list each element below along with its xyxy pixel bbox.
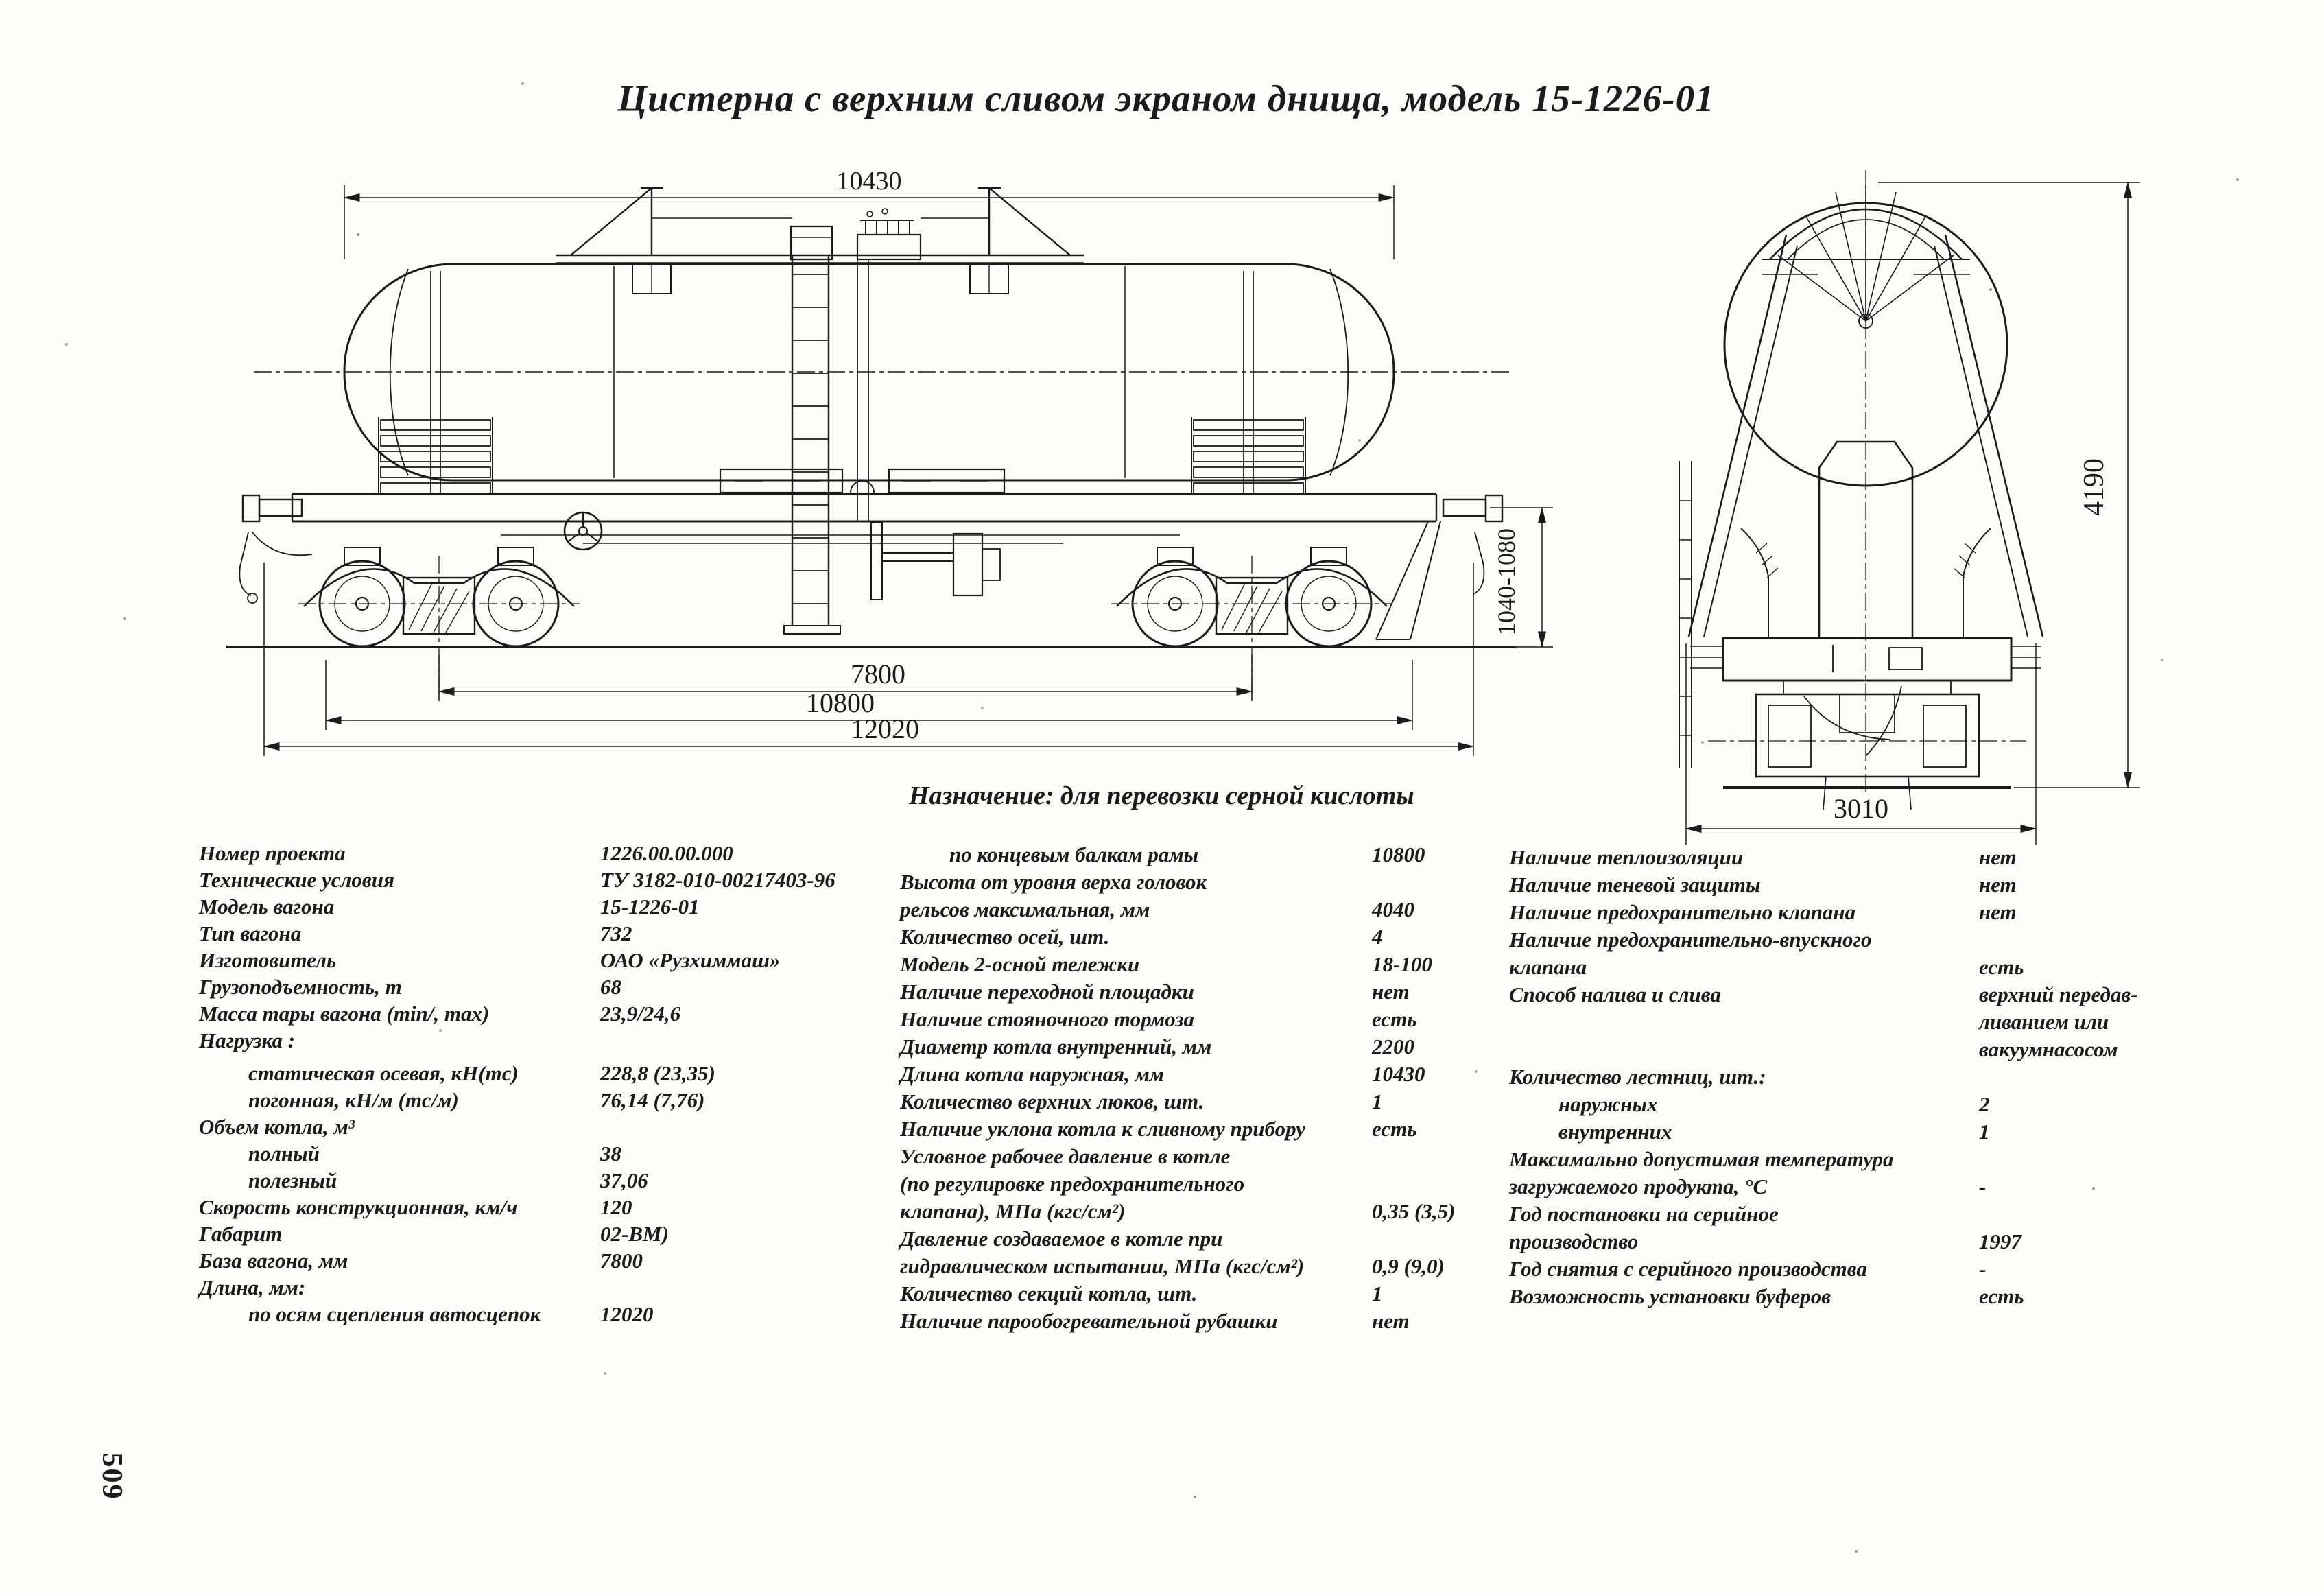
spec-row (900, 1281, 1521, 1309)
spec-row (1509, 928, 2305, 955)
spec-value: 1 (1372, 1089, 1383, 1113)
spec-row (900, 842, 1521, 870)
spec-label: Длина, мм: (199, 1275, 306, 1299)
spec-row (199, 1028, 895, 1055)
spec-value: есть (1372, 1117, 1417, 1141)
spec-value: 2200 (1372, 1035, 1414, 1059)
purpose-line: Назначение: для перевозки серной кислоты (909, 781, 1414, 810)
spec-label: База вагона, мм (199, 1249, 348, 1273)
tank-support-right (1191, 271, 1305, 494)
spec-label: Изготовитель (199, 948, 337, 972)
spec-value: 0,35 (3,5) (1372, 1199, 1456, 1223)
spec-label: Год снятия с серийного производства (1509, 1257, 1867, 1281)
top-platform (556, 188, 1084, 294)
spec-row (1509, 1092, 2305, 1120)
spec-row (199, 895, 895, 921)
spec-row (900, 980, 1521, 1007)
spec-value: 18-100 (1372, 952, 1432, 976)
spec-label: Наличие предохранительно клапана (1509, 900, 1856, 924)
spec-label: Тип вагона (199, 921, 302, 945)
spec-label: клапана), МПа (кгс/см²) (900, 1199, 1126, 1223)
spec-label: (по регулировке предохранительного (900, 1172, 1245, 1196)
spec-value: есть (1979, 1284, 2024, 1308)
spec-row (199, 921, 895, 948)
spec-label: Наличие теневой защиты (1509, 873, 1761, 897)
dimension-10430 (344, 185, 1394, 259)
spec-row (1509, 900, 2305, 928)
spec-row (900, 1007, 1521, 1035)
spec-value: 68 (600, 975, 621, 999)
spec-value: 02-ВМ) (600, 1222, 669, 1246)
spec-label: Габарит (199, 1222, 283, 1246)
spec-value: вакуумнасосом (1979, 1037, 2118, 1061)
spec-label: наружных (1558, 1092, 1658, 1116)
spec-label: Технические условия (199, 868, 394, 892)
spec-row (1509, 845, 2305, 873)
spec-row (1509, 955, 2305, 982)
spec-value: нет (1372, 980, 1410, 1004)
spec-label: полезный (248, 1168, 337, 1192)
spec-column-middle (900, 842, 1521, 1336)
spec-row (1509, 1174, 2305, 1202)
spec-label: Модель вагона (199, 895, 335, 919)
dim-frame-length-label: 10800 (806, 687, 875, 718)
spec-row (199, 1115, 895, 1142)
spec-column-left (199, 841, 895, 1329)
dim-end-height-label: 4190 (2078, 458, 2110, 516)
spec-row (900, 1199, 1521, 1227)
spec-row (900, 1062, 1521, 1089)
spec-label: Способ налива и слива (1509, 982, 1721, 1006)
center-ladder (784, 255, 840, 634)
spec-label: Максимально допустимая температура (1509, 1147, 1894, 1171)
spec-value: 15-1226-01 (600, 895, 700, 919)
spec-label: гидравлическом испытании, МПа (кгс/см²) (900, 1254, 1305, 1278)
spec-label: Наличие теплоизоляции (1509, 845, 1744, 869)
safety-valve-cluster (857, 209, 921, 259)
spec-row (900, 1309, 1521, 1336)
dim-total-length-label: 12020 (851, 713, 919, 744)
spec-row (1509, 1284, 2305, 1312)
spec-value: 1 (1979, 1120, 1990, 1144)
spec-label: Диаметр котла внутренний, мм (900, 1035, 1212, 1059)
spec-label: Объем котла, м³ (199, 1115, 355, 1139)
spec-row (1509, 1037, 2305, 1065)
spec-row (900, 1254, 1521, 1281)
spec-row (900, 870, 1521, 897)
spec-row (900, 952, 1521, 980)
spec-label: Грузоподъемность, т (199, 975, 402, 999)
spec-label: рельсов максимальная, мм (900, 897, 1150, 921)
spec-value: 0,9 (9,0) (1372, 1254, 1445, 1278)
top-hatch (791, 226, 832, 259)
spec-value: - (1979, 1174, 1987, 1198)
spec-label: клапана (1509, 955, 1587, 979)
spec-label: внутренних (1558, 1120, 1672, 1144)
end-bogie (1708, 681, 2026, 810)
spec-value: 10430 (1372, 1062, 1425, 1086)
dim-base-label: 7800 (851, 659, 905, 689)
spec-label: Наличие парообогревательной рубашки (900, 1309, 1278, 1333)
spec-label: Год постановки на серийное (1509, 1202, 1779, 1226)
spec-column-right (1509, 845, 2305, 1312)
spec-value: нет (1979, 845, 2017, 869)
spec-row (1509, 1120, 2305, 1147)
dim-end-width-label: 3010 (1834, 793, 1888, 824)
page-title: Цистерна с верхним сливом экраном днища, модель 15-1226-01 (617, 78, 1715, 119)
spec-value: есть (1372, 1007, 1417, 1031)
spec-row (199, 1222, 895, 1249)
spec-label: полный (248, 1142, 320, 1166)
spec-label: Количество осей, шт. (900, 925, 1110, 949)
handbrake-wheel (565, 512, 602, 550)
tank-car-end-view-drawing (1660, 165, 2195, 858)
spec-row (199, 1249, 895, 1275)
spec-row (900, 897, 1521, 925)
spec-label: по осям сцепления автосцепок (248, 1302, 541, 1326)
spec-row (199, 948, 895, 975)
spec-label: Длина котла наружная, мм (900, 1062, 1165, 1086)
spec-row (1509, 1229, 2305, 1257)
spec-value: нет (1979, 900, 2017, 924)
spec-value: 7800 (600, 1249, 643, 1273)
spec-value: 4 (1372, 925, 1383, 949)
spec-value: верхний передав- (1979, 982, 2138, 1006)
spec-value: 732 (600, 921, 632, 945)
spec-row (199, 1168, 895, 1195)
spec-value: есть (1979, 955, 2024, 979)
spec-label: Скорость конструкционная, км/ч (199, 1195, 518, 1219)
page-number: 509 (96, 1452, 128, 1500)
spec-row (199, 1195, 895, 1222)
spec-value: - (1979, 1257, 1987, 1281)
tank-support-left (379, 271, 493, 494)
spec-row (900, 1227, 1521, 1254)
spec-value: ОАО «Рузхиммаш» (600, 948, 781, 972)
coupler-left (239, 495, 312, 603)
tank-shell (254, 264, 1509, 480)
dim-coupler-height-label: 1040-1080 (1493, 528, 1520, 635)
spec-value: ТУ 3182-010-00217403-96 (600, 868, 835, 892)
spec-label: загружаемого продукта, °С (1509, 1174, 1768, 1198)
spec-value: 1 (1372, 1281, 1383, 1305)
spec-label: Масса тары вагона (min/, max) (199, 1002, 490, 1026)
end-ladder (1679, 461, 1692, 768)
spec-value: 1997 (1979, 1229, 2021, 1253)
spec-row (900, 925, 1521, 952)
spec-value: 76,14 (7,76) (600, 1088, 705, 1112)
spec-label: Количество лестниц, шт.: (1509, 1065, 1766, 1089)
spec-row (199, 1002, 895, 1028)
spec-value: 23,9/24,6 (600, 1002, 681, 1026)
spec-value: 2 (1979, 1092, 1990, 1116)
spec-row (900, 1117, 1521, 1144)
spec-value: 38 (600, 1142, 621, 1166)
spec-value: 4040 (1372, 897, 1414, 921)
scan-noise (0, 0, 3, 3)
spec-label: Наличие стояночного тормоза (900, 1007, 1194, 1031)
spec-label: Номер проекта (199, 841, 346, 865)
spec-label: Возможность установки буферов (1509, 1284, 1831, 1308)
spec-row (1509, 1010, 2305, 1037)
spec-row (1509, 982, 2305, 1010)
spec-row (900, 1035, 1521, 1062)
spec-row (1509, 1257, 2305, 1284)
spec-value: 37,06 (600, 1168, 648, 1192)
spec-value: 120 (600, 1195, 632, 1219)
spec-label: статическая осевая, кН(тс) (248, 1061, 519, 1085)
drain-standpipe (857, 259, 1000, 600)
spec-row (199, 868, 895, 895)
spec-value: ливанием или (1979, 1010, 2109, 1034)
spec-value: 12020 (600, 1302, 654, 1326)
spec-value: нет (1372, 1309, 1410, 1333)
coupler-right (1376, 495, 1502, 639)
spec-label: Наличие предохранительно-впускного (1509, 928, 1872, 952)
spec-row (1509, 873, 2305, 900)
spec-value: нет (1979, 873, 2017, 897)
spec-label: Модель 2-осной тележки (900, 952, 1140, 976)
spec-value: 1226.00.00.000 (600, 841, 733, 865)
spec-row (199, 1061, 895, 1088)
dim-tank-length-label: 10430 (836, 167, 902, 196)
spec-row (199, 1302, 895, 1329)
spec-value: 10800 (1372, 842, 1425, 866)
spec-label: Количество верхних люков, шт. (900, 1089, 1205, 1113)
spec-label: Нагрузка : (199, 1028, 296, 1052)
spec-value: 228,8 (23,35) (600, 1061, 715, 1085)
spec-label: погонная, кН/м (тс/м) (248, 1088, 459, 1112)
spec-row (199, 1275, 895, 1302)
spec-row (900, 1172, 1521, 1199)
spec-label: Высота от уровня верха головок (900, 870, 1207, 894)
spec-row (199, 1142, 895, 1168)
spec-label: Давление создаваемое в котле при (900, 1227, 1223, 1251)
spec-label: Наличие переходной площадки (900, 980, 1194, 1004)
top-cap-structure (1762, 185, 1970, 328)
spec-label: Количество секций котла, шт. (900, 1281, 1198, 1305)
spec-row (1509, 1147, 2305, 1174)
spec-row (1509, 1065, 2305, 1092)
spec-row (1509, 1202, 2305, 1229)
spec-row (900, 1089, 1521, 1117)
spec-label: производство (1509, 1229, 1639, 1253)
spec-row (900, 1144, 1521, 1172)
spec-label: Наличие уклона котла к сливному прибору (900, 1117, 1305, 1141)
spec-row (199, 1088, 895, 1115)
spec-row (199, 975, 895, 1002)
spec-label: Условное рабочее давление в котле (900, 1144, 1231, 1168)
tank-car-side-view-drawing (171, 151, 1585, 844)
spec-label: по концевым балкам рамы (949, 842, 1199, 866)
spec-row (199, 841, 895, 868)
